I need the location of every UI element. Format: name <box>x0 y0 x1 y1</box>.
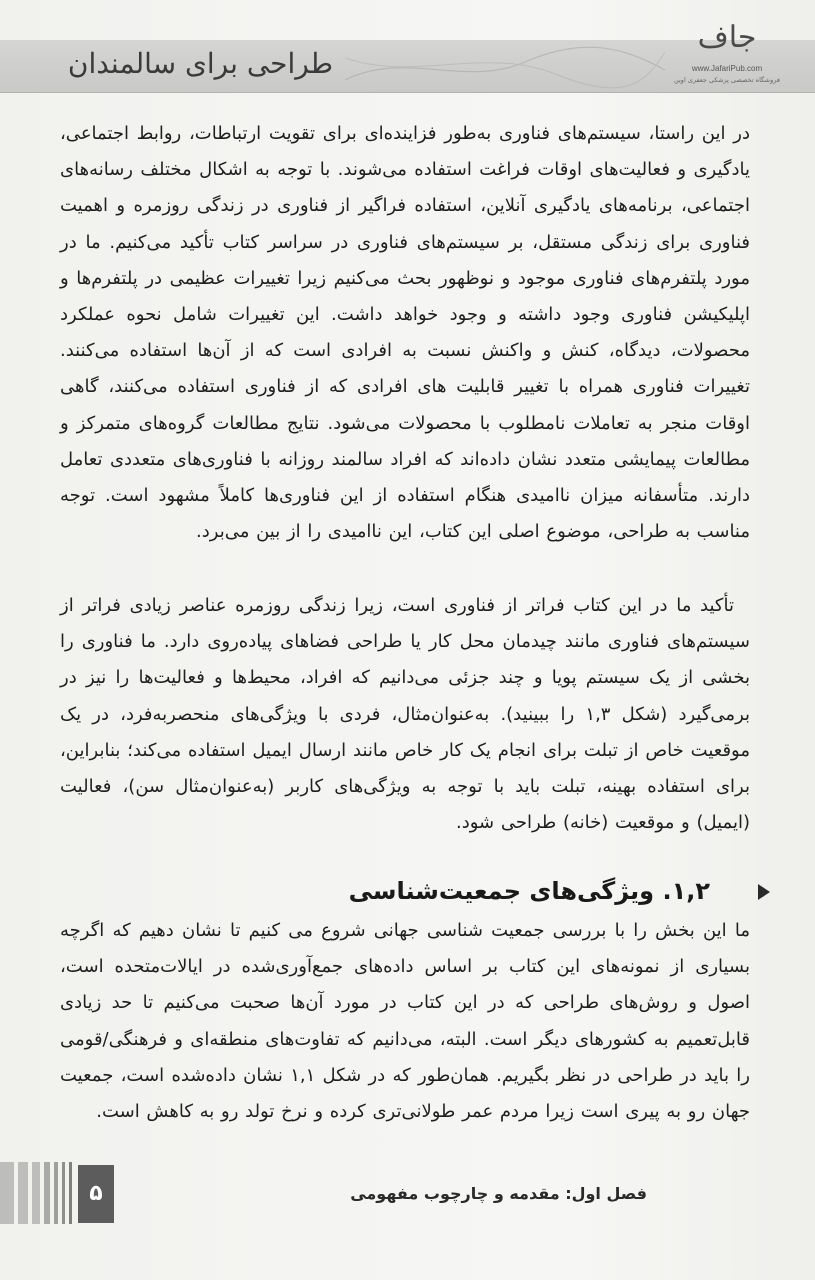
paragraph-2: تأکید ما در این کتاب فراتر از فناوری است، زیرا زندگی روزمره عناصر زیادی فراتر از سیستم‌های فناوری مانند چیدمان محل کار یا طراحی فضاهای پیاده‌روی دارد. ما فناوری را بخشی از یک سیستم پویا و چند جزئی می‌دانیم که افراد، محیط‌ها و فعالیت‌ها را نیز در برمی‌گیرد (شکل ۱,۳ را ببینید). به‌عنوان‌مثال، فردی با ویژگی‌های منحصربه‌فرد، در یک موقعیت خاص از تبلت برای انجام یک کار خاص مانند ارسال ایمیل استفاده می‌کند؛ بنابراین، برای استفاده بهینه، تبلت باید با توجه به ویژگی‌های کاربر (به‌عنوان‌مثال سن)، فعالیت (ایمیل) و موقعیت (خانه) طراحی شود. <box>60 595 751 834</box>
publisher-logo <box>672 18 782 94</box>
header-decoration <box>345 40 665 92</box>
page-number: ۵ <box>78 1165 114 1223</box>
chapter-title-footer: فصل اول: مقدمه و چارچوب مفهومی <box>350 1184 647 1203</box>
running-title: طراحی برای سالمندان <box>67 47 333 80</box>
paragraph-1: در این راستا، سیستم‌های فناوری به‌طور فزاینده‌ای برای تقویت ارتباطات، روابط اجتماعی، یادگیری و فعالیت‌های اوقات فراغت استفاده می‌شوند. با توجه به اشکال مختلف رسانه‌های اجتماعی، برنامه‌های یادگیری آنلاین، استفاده فراگیر از فناوری در زندگی روزمره و اهمیت فناوری برای زندگی مستقل، بر سیستم‌های فناوری در سراسر کتاب تأکید می‌کنیم. ما در مورد پلتفرم‌های فناوری موجود و نوظهور بحث می‌کنیم زیرا تغییرات عظیمی در پلتفرم‌ها و اپلیکیشن فناوری وجود داشته و وجود خواهد داشت. این تغییرات شامل نحوه عملکرد محصولات، دیدگاه، کنش و واکنش نسبت به افرادی است که از آن‌ها استفاده می‌کنند. تغییرات فناوری همراه با تغییر قابلیت های افرادی که از فناوری استفاده می‌کنند، گاهی اوقات منجر به تعاملات نامطلوب با محصولات می‌شود. نتایج مطالعات گروه‌های متمرکز و مطالعات پیمایشی متعدد نشان داده‌اند که افراد سالمند روزانه با فناوری‌های متعددی تعامل دارند. متأسفانه میزان ناامیدی هنگام استفاده از این فناوری‌ها کاملاً مشهود است. توجه مناسب به طراحی، موضوع اصلی این کتاب، این ناامیدی را از بین می‌برد. <box>60 123 750 543</box>
publisher-logo-mark: جاف <box>697 20 757 55</box>
paragraph-3: ما این بخش را با بررسی جمعیت شناسی جهانی شروع می کنیم تا نشان دهیم که اگرچه بسیاری از نمونه‌های این کتاب بر اساس داده‌های جمع‌آوری‌شده در ایالات‌متحده است، اصول و روش‌های طراحی که در این کتاب در مورد آن‌ها صحبت می‌کنیم تا حد زیادی قابل‌تعمیم به کشورهای دیگر است. البته، می‌دانیم که تفاوت‌های منطقه‌ای و فرهنگی/قومی را باید در طراحی در نظر بگیریم. همان‌طور که در شکل ۱,۱ نشان داده‌شده است، جمعیت جهان رو به پیری است زیرا مردم عمر طولانی‌تری کرده و نرخ تولد رو به کاهش است. <box>60 920 750 1123</box>
section-heading: ۱,۲. ویژگی‌های جمعیت‌شناسی <box>348 877 710 905</box>
publisher-url: www.JafariPub.com <box>691 64 763 73</box>
footer-decoration <box>0 1162 75 1224</box>
publisher-subtitle: فروشگاه تخصصی پزشکی جعفری اوین <box>674 76 780 84</box>
section-marker-icon <box>758 884 770 900</box>
